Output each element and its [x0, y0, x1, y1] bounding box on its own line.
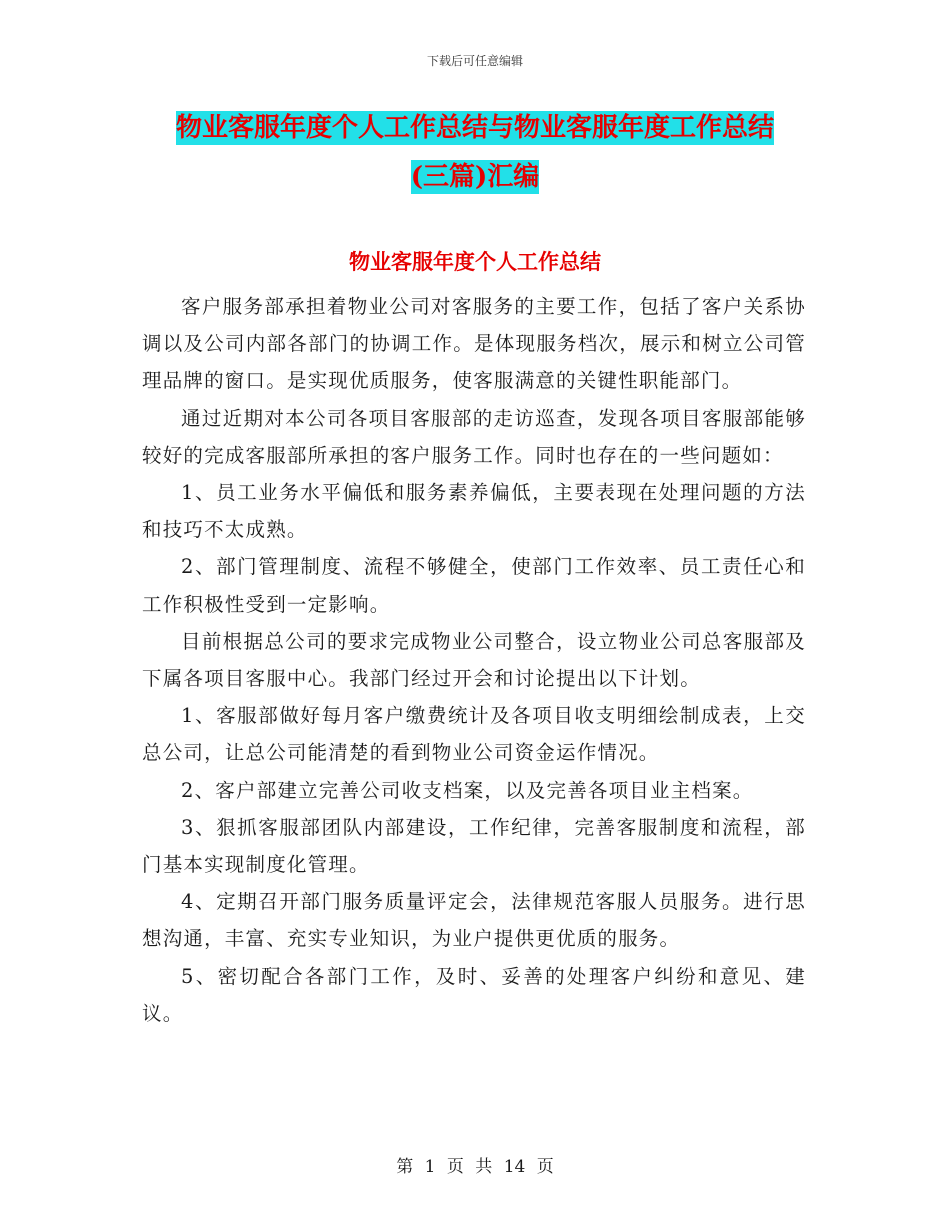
paragraph: 目前根据总公司的要求完成物业公司整合，设立物业公司总客服部及下属各项目客服中心。我部门经过开会和讨论提出以下计划。 [142, 629, 806, 691]
paragraph: 2、客户部建立完善公司收支档案，以及完善各项目业主档案。 [181, 778, 754, 802]
title-line-2-text: (三篇)汇编 [410, 162, 540, 192]
paragraph: 5、密切配合各部门工作，及时、妥善的处理客户纠纷和意见、建议。 [142, 964, 806, 1025]
paragraph: 2、部门管理制度、流程不够健全，使部门工作效率、员工责任心和工作积极性受到一定影响。 [142, 555, 806, 616]
paragraph: 3、狠抓客服部团队内部建设，工作纪律，完善客服制度和流程，部门基本实现制度化管理。 [142, 815, 806, 877]
document-title-line-2 [0, 153, 950, 202]
body-text [142, 288, 806, 1032]
paragraph: 1、员工业务水平偏低和服务素养偏低，主要表现在处理问题的方法和技巧不太成熟。 [142, 481, 806, 542]
document-title-line-1 [0, 104, 950, 153]
paragraph: 客户服务部承担着物业公司对客服务的主要工作，包括了客户关系协调以及公司内部各部门的协调工作。是体现服务档次，展示和树立公司管理品牌的窗口。是实现优质服务，使客服满意的关键性职能部门。 [142, 295, 806, 393]
paragraph: 4、定期召开部门服务质量评定会，法律规范客服人员服务。进行思想沟通，丰富、充实专业知识，为业户提供更优质的服务。 [142, 890, 806, 951]
section-title: 物业客服年度个人工作总结 [349, 249, 601, 274]
paragraph: 1、客服部做好每月客户缴费统计及各项目收支明细绘制成表，上交总公司，让总公司能清楚的看到物业公司资金运作情况。 [142, 704, 806, 765]
document-title [0, 104, 950, 202]
header-note: 下载后可任意编辑 [426, 54, 523, 68]
page-footer: 第 1 页 共 14 页 [396, 1157, 554, 1177]
paragraph: 通过近期对本公司各项目客服部的走访巡查，发现各项目客服部能够较好的完成客服部所承担的客户服务工作。同时也存在的一些问题如： [142, 406, 806, 467]
title-line-1-text: 物业客服年度个人工作总结与物业客服年度工作总结 [175, 113, 774, 143]
